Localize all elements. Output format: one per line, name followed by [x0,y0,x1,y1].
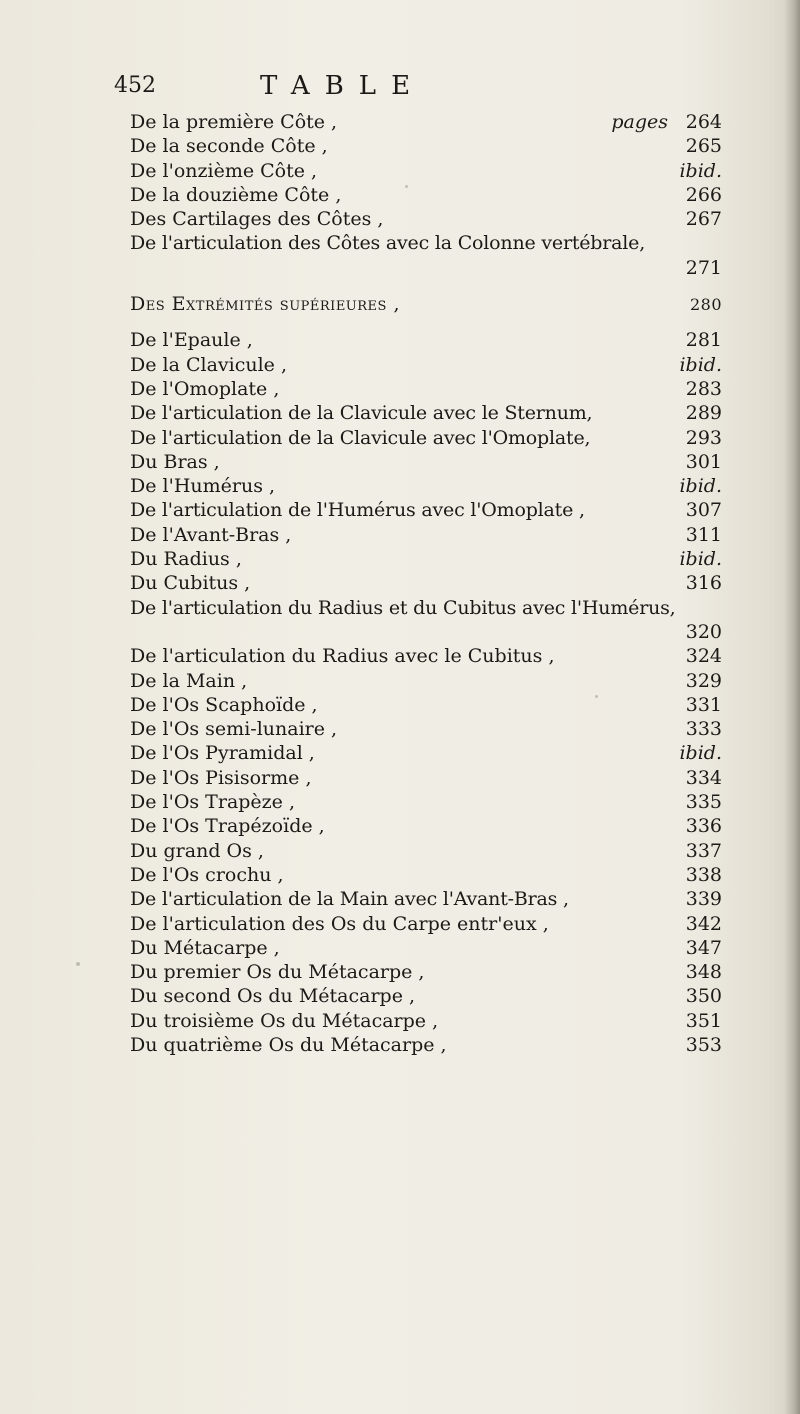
page-edge-shadow [784,0,800,1414]
toc-entry [130,207,722,231]
toc-page-number-continuation: 271 [685,256,722,279]
toc-entry [130,863,722,887]
toc-entry [130,936,722,960]
toc-entry-page: 281 [685,329,722,352]
toc-entry-page: 339 [685,888,722,911]
toc-entry-page: 301 [685,450,722,473]
toc-entry-title: De l'Epaule , [130,329,253,352]
toc-entry-title: De l'onzième Côte , [130,159,318,182]
toc-entry-page: 293 [685,426,722,449]
toc-entry [130,474,722,498]
toc-entry-page: 334 [685,766,722,789]
toc-entry-page: 342 [685,912,722,935]
toc-entry-title: Du premier Os du Métacarpe , [130,961,425,984]
toc-entry [130,134,722,158]
index-content [114,66,722,1057]
toc-entry [130,523,722,547]
toc-entry-title: Du troisième Os du Métacarpe , [130,1009,439,1032]
toc-entry-page: 311 [685,523,722,546]
toc-entry [130,644,722,668]
toc-entry-page: 347 [685,936,722,959]
toc-entry [130,814,722,838]
toc-entry-title: De l'articulation de l'Humérus avec l'Omoplate , [130,499,585,522]
toc-entry-title: Des Extrémités supérieures , [130,293,401,316]
ink-speck [595,695,598,698]
toc-page-group [611,110,722,134]
toc-entry-title: Du grand Os , [130,839,264,862]
toc-entry-title: Du second Os du Métacarpe , [130,985,416,1008]
toc-entry [130,498,722,522]
toc-entry-title: De l'Humérus , [130,475,276,498]
toc-entry [130,839,722,863]
toc-entry-title: De l'Omoplate , [130,377,280,400]
toc-entry-title: De l'articulation des Os du Carpe entr'eux , [130,912,549,935]
toc-entry-page: 307 [685,499,722,522]
toc-entry [130,1033,722,1057]
toc-entry-title: De la Main , [130,669,248,692]
toc-entry-title: Du Métacarpe , [130,936,280,959]
toc-entry-page: ibid. [679,548,722,571]
toc-entry-page: 331 [685,693,722,716]
toc-entry-page: 338 [685,863,722,886]
toc-entry-page: ibid. [679,159,722,182]
toc-entry-title: De l'articulation de la Clavicule avec le Sternum, [130,402,593,425]
toc-entry-title: De l'Os Trapèze , [130,791,296,814]
toc-entry-page: 316 [685,572,722,595]
toc-entry-page: ibid. [679,353,722,376]
toc-entry-page: 336 [685,815,722,838]
toc-entry [130,960,722,984]
toc-entry-title: De l'articulation du Radius avec le Cubitus , [130,645,555,668]
page-number: 452 [114,73,156,98]
toc-entry-page: 351 [685,1009,722,1032]
toc-entry [130,547,722,571]
toc-entry-page: 350 [685,985,722,1008]
toc-entry-title: De l'Os semi-lunaire , [130,718,338,741]
toc-entry-page: 353 [685,1033,722,1056]
toc-entry-page: 289 [685,402,722,425]
toc-entry-title: De l'articulation de la Clavicule avec l'Omoplate, [130,426,591,449]
toc-entry-title: De la première Côte , [130,111,338,133]
toc-entry-page: 348 [685,961,722,984]
toc-entry [130,231,722,255]
toc-entry-page: 333 [685,718,722,741]
toc-entry-title: De l'Os Pisisorme , [130,766,312,789]
toc-entry-page: 329 [685,669,722,692]
toc-entry-title: De l'Avant-Bras , [130,523,292,546]
toc-entry-title: De la seconde Côte , [130,135,328,158]
toc-entry [130,912,722,936]
toc-entry-page: 266 [685,183,722,206]
toc-entry-page: 335 [685,791,722,814]
toc-entry [130,741,722,765]
toc-entry [130,693,722,717]
toc-entry-title: Du Radius , [130,548,242,571]
toc-section-heading [130,292,722,316]
toc-entry [130,353,722,377]
toc-entry [130,1009,722,1033]
toc-entry [130,571,722,595]
running-title: TABLE [260,71,426,101]
toc-entry-title: Du Cubitus , [130,572,251,595]
toc-entry [130,426,722,450]
toc-entry-page: 337 [685,839,722,862]
toc-entry-title: De l'Os Pyramidal , [130,742,315,765]
toc-entry [130,183,722,207]
toc-entry-title: De l'articulation du Radius et du Cubitus avec l'Humérus, [130,596,676,619]
toc-entry-page: 283 [685,377,722,400]
pages-label: pages [611,111,668,133]
toc-entry-page: 324 [685,645,722,668]
toc-entry-title: De l'articulation de la Main avec l'Avant-Bras , [130,888,569,911]
toc-entry [130,984,722,1008]
toc-entry-page: ibid. [679,475,722,498]
table-of-contents [130,110,722,1057]
toc-entry-title: Du quatrième Os du Métacarpe , [130,1033,447,1056]
page-header [114,66,722,106]
toc-entry-page: ibid. [679,742,722,765]
toc-entry-title: De la Clavicule , [130,353,287,376]
toc-entry [130,669,722,693]
toc-entry-page: 265 [685,135,722,158]
toc-entry-page: 264 [685,111,722,133]
ink-speck [76,962,80,966]
toc-entry [130,110,722,134]
toc-entry-page: 267 [685,208,722,231]
toc-entry-title: De l'Os Trapézoïde , [130,815,325,838]
toc-entry-title: Du Bras , [130,450,220,473]
toc-entry-title: De l'Os Scaphoïde , [130,693,318,716]
toc-entry-title: De l'articulation des Côtes avec la Colonne vertébrale, [130,232,646,255]
toc-entry [130,401,722,425]
toc-entry [130,450,722,474]
toc-entry [130,377,722,401]
ink-speck [405,185,408,188]
toc-entry-page: 280 [689,295,722,315]
toc-entry-title: Des Cartilages des Côtes , [130,208,384,231]
toc-entry [130,596,722,620]
toc-entry [130,717,722,741]
toc-entry [130,790,722,814]
toc-entry [130,328,722,352]
toc-entry-title: De l'Os crochu , [130,863,284,886]
toc-page-number-continuation: 320 [685,620,722,643]
toc-entry [130,887,722,911]
toc-entry [130,766,722,790]
toc-entry-title: De la douzième Côte , [130,183,342,206]
toc-entry [130,159,722,183]
